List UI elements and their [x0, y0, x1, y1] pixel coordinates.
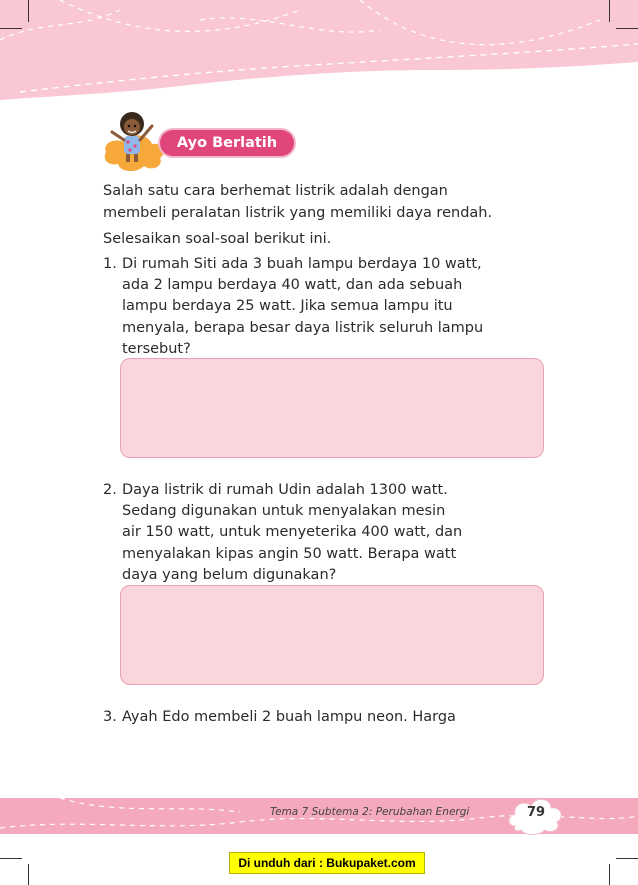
question-number: 1. — [103, 256, 117, 272]
question-line: Daya listrik di rumah Udin adalah 1300 watt. — [122, 482, 448, 498]
header-decoration — [0, 0, 638, 110]
intro-line: membeli peralatan listrik yang memiliki daya rendah. — [103, 205, 493, 221]
question-line: tersebut? — [122, 340, 191, 357]
question-line: Sedang digunakan untuk menyalakan mesin — [122, 503, 446, 520]
crop-mark — [616, 858, 638, 859]
question-line: Di rumah Siti ada 3 buah lampu berdaya 10 watt, — [122, 256, 482, 272]
crop-mark — [609, 864, 610, 885]
crop-mark — [609, 0, 610, 22]
question-line: air 150 watt, untuk menyeterika 400 watt, dan — [122, 524, 463, 541]
crop-mark — [28, 0, 29, 22]
crop-mark — [616, 28, 638, 29]
instruction: Selesaikan soal-soal berikut ini. — [103, 231, 332, 247]
question-line: ada 2 lampu berdaya 40 watt, dan ada sebuah — [122, 277, 463, 294]
answer-box-2[interactable] — [120, 585, 544, 685]
question-line: menyalakan kipas angin 50 watt. Berapa watt — [122, 545, 457, 562]
question-line: menyala, berapa besar daya listrik seluruh lampu — [122, 319, 484, 336]
page-number: 79 — [526, 805, 546, 820]
question-number: 2. — [103, 482, 117, 498]
question-line: Ayah Edo membeli 2 buah lampu neon. Harga — [122, 709, 456, 725]
section-badge — [102, 106, 302, 176]
crop-mark — [0, 858, 22, 859]
crop-mark — [0, 28, 22, 29]
download-note[interactable]: Di unduh dari : Bukupaket.com — [229, 852, 425, 874]
footer-subtitle: Tema 7 Subtema 2: Perubahan Energi — [270, 806, 470, 818]
intro-line: Salah satu cara berhemat listrik adalah dengan — [103, 183, 448, 199]
question-3 — [103, 707, 553, 728]
section-badge-label: Ayo Berlatih — [160, 130, 294, 156]
answer-box-1[interactable] — [120, 358, 544, 458]
question-2 — [103, 480, 553, 586]
crop-mark — [28, 864, 29, 885]
question-line: lampu berdaya 25 watt. Jika semua lampu itu — [122, 298, 453, 315]
question-line: daya yang belum digunakan? — [122, 566, 337, 583]
question-number: 3. — [103, 709, 117, 725]
question-1 — [103, 254, 553, 360]
